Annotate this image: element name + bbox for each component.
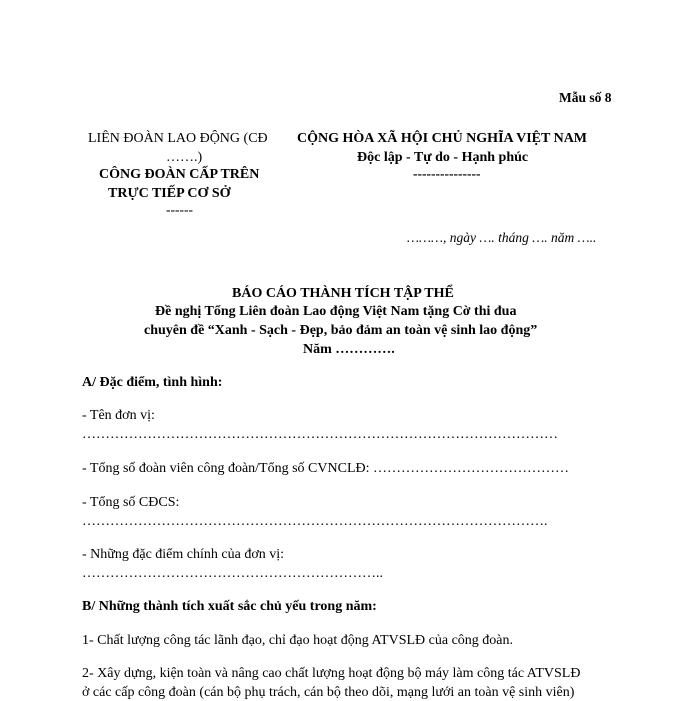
left-header-line1: LIÊN ĐOÀN LAO ĐỘNG (CĐ: [88, 131, 268, 146]
form-number: Mẫu số 8: [559, 90, 612, 105]
report-year: Năm ………….: [303, 342, 395, 357]
report-title-line2: Đề nghị Tổng Liên đoàn Lao động Việt Nam tặng Cờ thi đua: [155, 304, 517, 319]
features-label: - Những đặc điểm chính của đơn vị:: [82, 547, 284, 562]
left-header-line2: …….): [166, 150, 203, 165]
national-title: CỘNG HÒA XÃ HỘI CHỦ NGHĨA VIỆT NAM: [297, 131, 588, 146]
left-header-divider: ------: [166, 202, 193, 217]
national-motto: Độc lập - Tự do - Hạnh phúc: [357, 150, 529, 165]
achievement-item-2-line1: 2- Xây dựng, kiện toàn và nâng cao chất lượng hoạt động bộ máy làm công tác ATVSLĐ: [82, 666, 581, 681]
section-b-heading: B/ Những thành tích xuất sắc chủ yếu trong năm:: [82, 599, 377, 614]
members-field: - Tổng số đoàn viên công đoàn/Tổng số CVNCLĐ: ……………………………………: [82, 461, 569, 476]
date-line: ………, ngày …. tháng …. năm …..: [407, 230, 597, 245]
features-field: ………………………………………………………..: [82, 566, 383, 581]
left-header-line4: TRỰC TIẾP CƠ SỞ: [108, 186, 231, 201]
left-header-line3: CÔNG ĐOÀN CẤP TRÊN: [99, 167, 260, 182]
right-header-divider: ---------------: [413, 166, 481, 181]
unit-name-field: …………………………………………………………………………………………: [82, 427, 558, 442]
achievement-item-2-line2: ở các cấp công đoàn (cán bộ phụ trách, cán bộ theo dõi, mạng lưới an toàn vệ sinh viên): [82, 685, 575, 700]
unit-name-label: - Tên đơn vị:: [82, 408, 155, 423]
cdcs-field: ……………………………………………………………………………………….: [82, 514, 548, 529]
section-a-heading: A/ Đặc điểm, tình hình:: [82, 375, 223, 390]
cdcs-label: - Tổng số CĐCS:: [82, 495, 180, 510]
report-title-line3: chuyên đề “Xanh - Sạch - Đẹp, bảo đảm an toàn vệ sinh lao động”: [144, 323, 538, 338]
achievement-item-1: 1- Chất lượng công tác lãnh đạo, chỉ đạo hoạt động ATVSLĐ của công đoàn.: [82, 633, 514, 648]
report-title-main: BÁO CÁO THÀNH TÍCH TẬP THỂ: [232, 286, 454, 301]
